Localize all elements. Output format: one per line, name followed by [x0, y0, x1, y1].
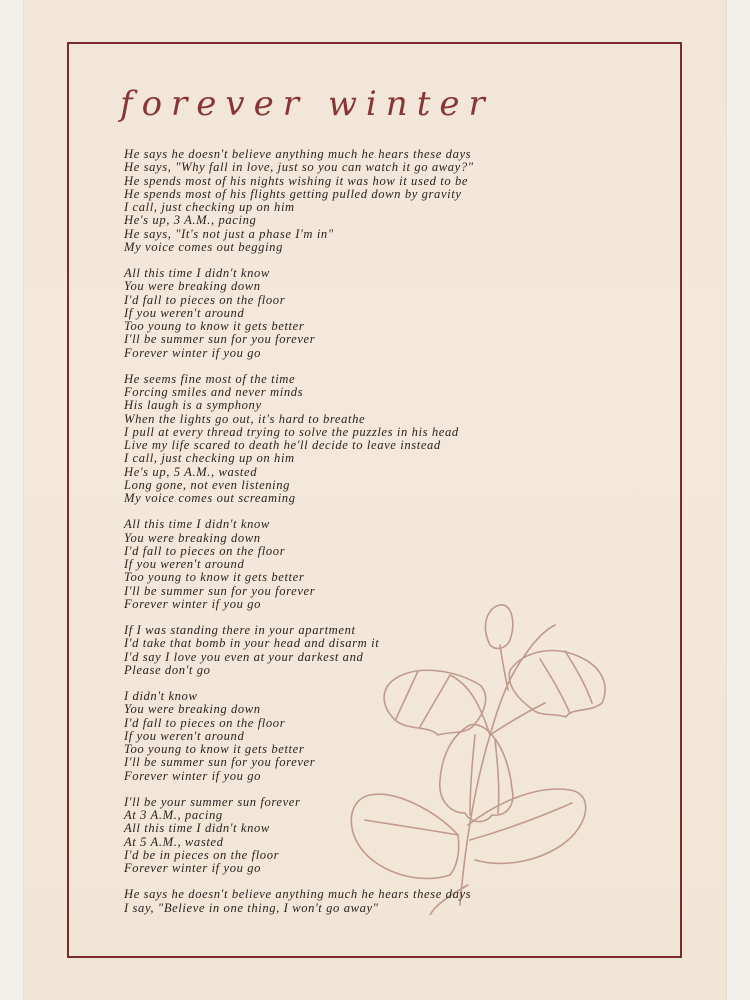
- lyric-line: Forever winter if you go: [124, 596, 262, 611]
- lyric-line: He says, "It's not just a phase I'm in": [124, 226, 334, 241]
- lyric-line: Too young to know it gets better: [124, 742, 305, 756]
- lyric-line: Too young to know it gets better: [124, 570, 305, 585]
- chorus-1: [124, 267, 564, 360]
- lyric-line: I'd fall to pieces on the floor: [124, 543, 286, 558]
- lyric-line: He says he doesn't believe anything much he hears these days: [124, 887, 472, 902]
- lyric-line: If you weren't around: [124, 305, 245, 320]
- lyric-line: All this time I didn't know: [124, 517, 270, 532]
- lyric-line: My voice comes out screaming: [124, 491, 296, 505]
- lyric-line: All this time I didn't know: [124, 821, 270, 836]
- lyric-line: He seems fine most of the time: [124, 371, 296, 386]
- lyric-line: My voice comes out begging: [124, 239, 283, 254]
- lyric-line: All this time I didn't know: [124, 266, 270, 280]
- chorus-2: [124, 518, 564, 611]
- lyric-line: I'd say I love you even at your darkest and: [124, 649, 364, 664]
- lyric-line: I'll be your summer sun forever: [124, 794, 301, 809]
- song-title: forever winter: [120, 84, 494, 124]
- lyric-line: I say, "Believe in one thing, I won't go away": [124, 900, 379, 915]
- lyric-line: I'd be in pieces on the floor: [124, 847, 280, 862]
- lyric-line: Forever winter if you go: [124, 768, 262, 783]
- lyric-line: Too young to know it gets better: [124, 319, 305, 333]
- outro-1: [124, 796, 564, 876]
- lyric-line: I'd fall to pieces on the floor: [124, 292, 286, 307]
- verse-2: [124, 373, 564, 506]
- lyric-line: When the lights go out, it's hard to breathe: [124, 411, 366, 426]
- lyric-line: He says, "Why fall in love, just so you can watch it go away?": [124, 160, 474, 175]
- lyric-line: He spends most of his nights wishing it was how it used to be: [124, 173, 469, 188]
- lyric-line: He says he doesn't believe anything much he hears these days: [124, 147, 472, 161]
- bridge: [124, 624, 564, 677]
- lyric-line: I call, just checking up on him: [124, 451, 295, 466]
- lyric-line: I pull at every thread trying to solve the puzzles in his head: [124, 424, 459, 439]
- lyric-line: If you weren't around: [124, 728, 245, 743]
- lyric-line: I'll be summer sun for you forever: [124, 755, 316, 770]
- outro-2: [124, 888, 564, 915]
- lyric-line: I'd take that bomb in your head and disarm it: [124, 636, 380, 651]
- lyric-line: Forcing smiles and never minds: [124, 385, 304, 399]
- lyric-line: His laugh is a symphony: [124, 398, 262, 413]
- lyric-line: I'll be summer sun for you forever: [124, 332, 316, 347]
- lyric-line: I'll be summer sun for you forever: [124, 583, 316, 598]
- lyric-line: I didn't know: [124, 689, 198, 703]
- lyric-line: I call, just checking up on him: [124, 200, 295, 214]
- lyric-line: Please don't go: [124, 662, 211, 677]
- lyric-line: At 5 A.M., wasted: [124, 834, 224, 849]
- lyric-line: He spends most of his flights getting pulled down by gravity: [124, 186, 462, 201]
- lyric-line: At 3 A.M., pacing: [124, 808, 223, 822]
- lyric-line: If you weren't around: [124, 557, 245, 571]
- lyric-line: Forever winter if you go: [124, 345, 262, 360]
- chorus-3: [124, 690, 564, 783]
- lyric-line: Forever winter if you go: [124, 861, 262, 875]
- lyric-line: He's up, 3 A.M., pacing: [124, 213, 257, 228]
- lyric-line: If I was standing there in your apartment: [124, 623, 356, 637]
- lyric-line: You were breaking down: [124, 530, 261, 545]
- lyrics: [124, 148, 564, 928]
- lyric-line: I'd fall to pieces on the floor: [124, 715, 286, 730]
- lyric-line: Long gone, not even listening: [124, 477, 291, 492]
- lyric-line: He's up, 5 A.M., wasted: [124, 464, 258, 479]
- verse-1: [124, 148, 564, 254]
- poster: [24, 0, 726, 1000]
- lyric-line: Live my life scared to death he'll decide to leave instead: [124, 438, 441, 452]
- lyric-line: You were breaking down: [124, 702, 261, 717]
- lyric-line: You were breaking down: [124, 279, 261, 294]
